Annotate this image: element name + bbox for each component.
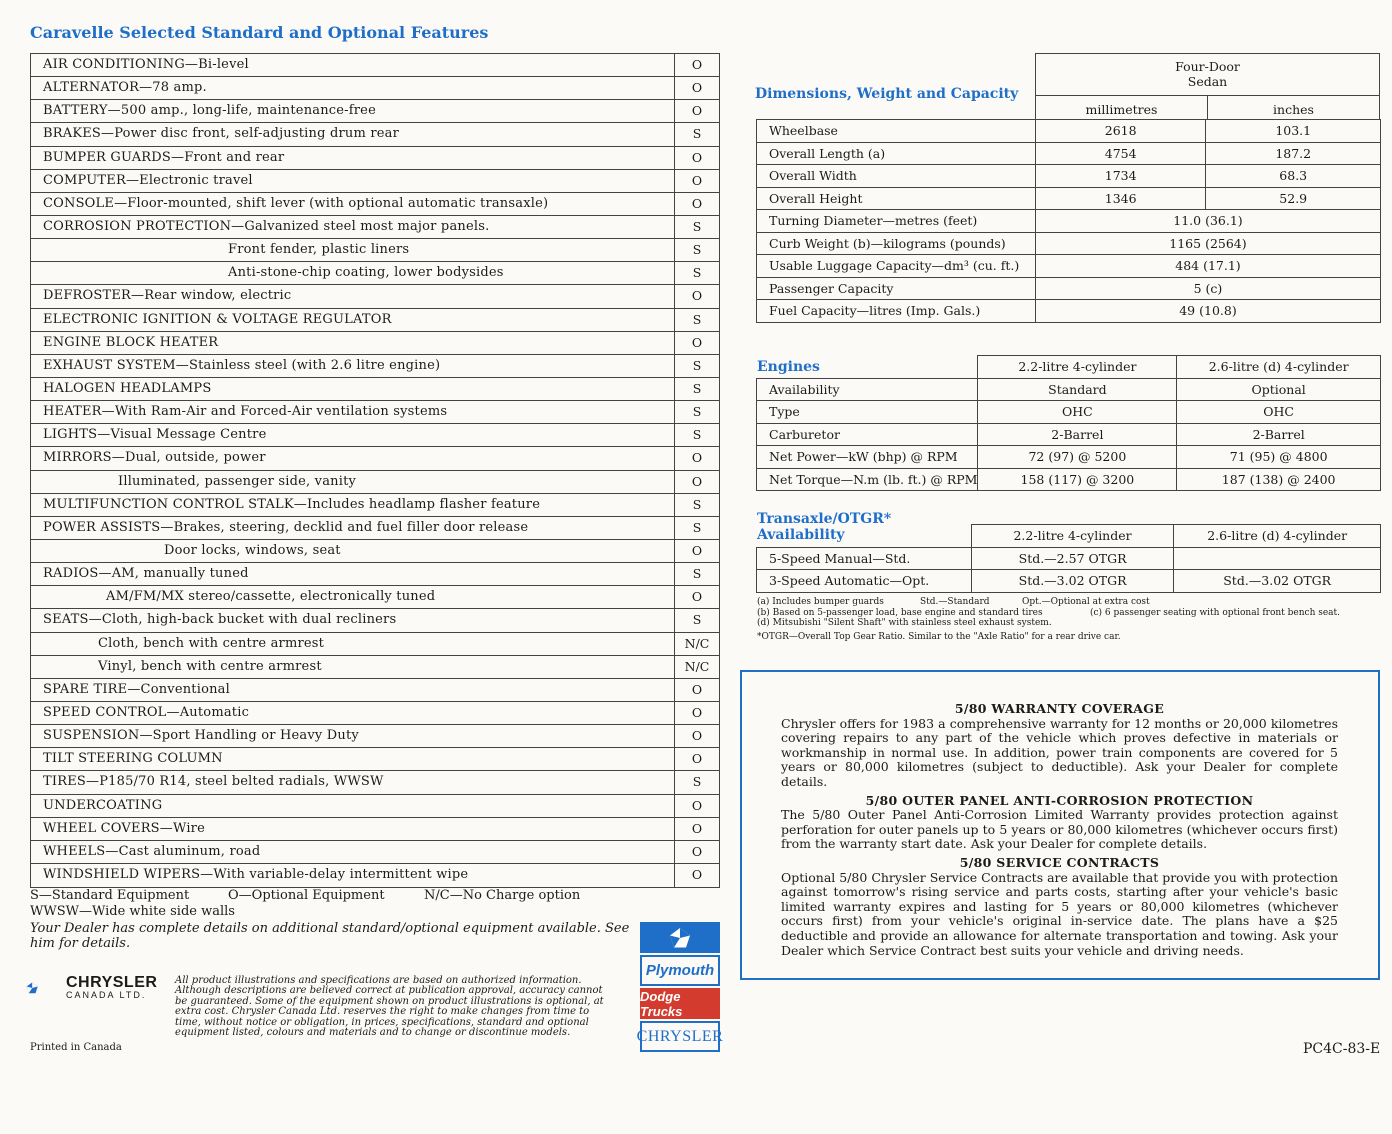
engine-value-22: 72 (97) @ 5200: [978, 446, 1177, 469]
feature-name: SUSPENSION—Sport Handling or Heavy Duty: [43, 728, 359, 744]
feature-row: [31, 679, 719, 702]
feature-name: LIGHTS—Visual Message Centre: [43, 427, 267, 443]
feature-code: O: [674, 864, 719, 887]
feature-name: RADIOS—AM, manually tuned: [43, 566, 249, 582]
engine-value-22: OHC: [978, 401, 1177, 424]
feature-code: O: [674, 447, 719, 469]
engine-row: [757, 468, 1381, 491]
feature-row: [31, 471, 719, 494]
feature-code: O: [674, 170, 719, 192]
feature-name: UNDERCOATING: [43, 797, 163, 813]
feature-row: [31, 355, 719, 378]
dimension-row: [757, 210, 1381, 233]
feature-code: S: [674, 216, 719, 238]
engine-row: [757, 446, 1381, 469]
note-d: (d) Mitsubishi "Silent Shaft" with stainless steel exhaust system.: [757, 618, 1052, 628]
transaxle-label: 3-Speed Automatic—Opt.: [757, 570, 972, 593]
legend-nocharge: N/C—No Charge option: [424, 888, 581, 903]
dimension-value: 5 (c): [1035, 277, 1380, 300]
feature-name: SEATS—Cloth, high-back bucket with dual recliners: [43, 612, 397, 628]
legend-optional: O—Optional Equipment: [228, 888, 385, 903]
feature-row: [31, 748, 719, 771]
model-name: Four-Door Sedan: [1175, 59, 1240, 89]
col-mm: millimetres: [1085, 102, 1158, 117]
warranty-box: [740, 670, 1380, 980]
dimension-label: Curb Weight (b)—kilograms (pounds): [757, 232, 1036, 255]
feature-code: S: [674, 563, 719, 585]
note-b: (b) Based on 5-passenger load, base engine and standard tires: [757, 607, 1043, 618]
feature-code: O: [674, 471, 719, 493]
feature-row: [31, 77, 719, 100]
feature-row: [31, 100, 719, 123]
engine-col1: 2.2-litre 4-cylinder: [978, 356, 1177, 379]
feature-code: S: [674, 309, 719, 331]
transaxle-value-26: Std.—3.02 OTGR: [1174, 570, 1381, 593]
feature-code: O: [674, 193, 719, 215]
feature-code: O: [674, 795, 719, 817]
feature-name: BRAKES—Power disc front, self-adjusting drum rear: [43, 126, 399, 142]
feature-row: [31, 841, 719, 864]
dimension-in: 103.1: [1206, 120, 1381, 143]
feature-name: AM/FM/MX stereo/cassette, electronically tuned: [106, 589, 436, 605]
engine-value-26: OHC: [1177, 401, 1381, 424]
dimension-label: Overall Length (a): [757, 142, 1036, 165]
feature-row: [31, 540, 719, 563]
transaxle-col2: 2.6-litre (d) 4-cylinder: [1174, 525, 1381, 548]
feature-row: [31, 401, 719, 424]
dimension-label: Wheelbase: [757, 120, 1036, 143]
brand-logos: [636, 922, 724, 1054]
feature-row: [31, 193, 719, 216]
feature-name: Door locks, windows, seat: [164, 542, 341, 558]
dimension-label: Overall Width: [757, 165, 1036, 188]
feature-row: [31, 795, 719, 818]
chrysler-logo-name: CHRYSLER: [66, 974, 158, 991]
feature-code: S: [674, 771, 719, 793]
feature-code: S: [674, 262, 719, 284]
dimension-mm: 4754: [1035, 142, 1206, 165]
feature-name: MULTIFUNCTION CONTROL STALK—Includes headlamp flasher feature: [43, 496, 541, 512]
transaxle-value-26: [1174, 547, 1381, 570]
feature-code: S: [674, 424, 719, 446]
feature-name: Vinyl, bench with centre armrest: [98, 658, 322, 674]
warranty-heading-2: 5/80 OUTER PANEL ANTI-CORROSION PROTECTION: [865, 792, 1254, 808]
feature-code: O: [674, 725, 719, 747]
engines-heading: Engines: [757, 359, 820, 375]
feature-name: HALOGEN HEADLAMPS: [43, 380, 212, 396]
note-std: Std.—Standard: [920, 597, 990, 607]
feature-row: [31, 123, 719, 146]
note-c: (c) 6 passenger seating with optional front bench seat.: [1090, 607, 1341, 618]
transaxle-table: [756, 524, 1381, 593]
transaxle-label: 5-Speed Manual—Std.: [757, 547, 972, 570]
model-header: [1036, 54, 1379, 96]
engine-value-22: 158 (117) @ 3200: [978, 468, 1177, 491]
feature-row: [31, 239, 719, 262]
dimension-row: [757, 232, 1381, 255]
transaxle-value-22: Std.—3.02 OTGR: [971, 570, 1174, 593]
warranty-text-3: Optional 5/80 Chrysler Service Contracts are available that provide you with protection against tomorrow's rising service and parts costs, starting after your vehicle's basic limited warranty expires and lasting for 5 years or 80,000 kilometres (whichever occurs first) from your vehicle's original in-service date. The plans have a $25 deductible and provide an allowance for alternate transportation and towing. Ask your Dealer which Service Contract best suits your vehicle and driving needs.: [781, 869, 1339, 958]
transaxle-row: [757, 570, 1381, 593]
engine-label: Carburetor: [757, 423, 978, 446]
dimension-value: 11.0 (36.1): [1035, 210, 1380, 233]
warranty-text-2: The 5/80 Outer Panel Anti-Corrosion Limited Warranty provides protection against perforation for outer panels up to 5 years or 80,000 kilometres (whichever occurs first) from the warranty start date. Ask your Dealer for complete details.: [781, 807, 1338, 852]
col-in: inches: [1207, 96, 1379, 119]
feature-code: O: [674, 100, 719, 122]
feature-code: S: [674, 378, 719, 400]
disclaimer: All product illustrations and specifications are based on authorized information. Although descriptions are believed correct at publication approval, accuracy cannot be guaranteed. Some of the equipment shown on product illustrations is optional, at extra cost. Chrysler Canada Ltd. reserves the right to make changes from time to time, without notice or obligation, in prices, specifications, standard and optional equipment listed, colours and materials and to change or discontinue models.: [175, 975, 604, 1039]
feature-name: WHEELS—Cast aluminum, road: [43, 843, 261, 859]
transaxle-row: [757, 547, 1381, 570]
feature-code: S: [674, 517, 719, 539]
feature-row: [31, 262, 719, 285]
engine-value-26: 187 (138) @ 2400: [1177, 468, 1381, 491]
feature-row: [31, 424, 719, 447]
feature-row: [31, 309, 719, 332]
dimension-row: [757, 300, 1381, 323]
feature-name: SPARE TIRE—Conventional: [43, 681, 230, 697]
feature-name: TILT STEERING COLUMN: [43, 751, 223, 767]
dimension-row: [757, 187, 1381, 210]
feature-name: EXHAUST SYSTEM—Stainless steel (with 2.6 litre engine): [43, 357, 441, 373]
engine-label: Availability: [757, 378, 978, 401]
feature-name: ENGINE BLOCK HEATER: [43, 334, 219, 350]
feature-row: [31, 771, 719, 794]
chrysler-logo-sub: CANADA LTD.: [66, 990, 147, 1000]
chrysler-brand-logo: CHRYSLER: [640, 1021, 720, 1052]
feature-code: S: [674, 494, 719, 516]
feature-row: [31, 864, 719, 887]
engine-row: [757, 378, 1381, 401]
feature-code: S: [674, 123, 719, 145]
engine-label: Net Torque—N.m (lb. ft.) @ RPM: [757, 468, 978, 491]
pentastar-brand: [640, 922, 720, 953]
legend: [30, 888, 580, 920]
feature-row: [31, 54, 719, 77]
transaxle-heading-2: Availability: [757, 527, 845, 543]
printed-in: Printed in Canada: [30, 1042, 122, 1053]
transaxle-value-22: Std.—2.57 OTGR: [971, 547, 1174, 570]
engine-value-26: Optional: [1177, 378, 1381, 401]
feature-name: CORROSION PROTECTION—Galvanized steel most major panels.: [43, 218, 490, 234]
feature-name: ELECTRONIC IGNITION & VOLTAGE REGULATOR: [43, 311, 392, 327]
feature-code: N/C: [674, 656, 719, 678]
engine-col2: 2.6-litre (d) 4-cylinder: [1177, 356, 1381, 379]
transaxle-blank: [757, 525, 972, 548]
feature-name: Front fender, plastic liners: [228, 242, 410, 258]
feature-row: [31, 494, 719, 517]
feature-name: DEFROSTER—Rear window, electric: [43, 288, 292, 304]
feature-code: O: [674, 54, 719, 76]
transaxle-col1: 2.2-litre 4-cylinder: [971, 525, 1174, 548]
feature-name: Illuminated, passenger side, vanity: [118, 473, 357, 489]
feature-code: O: [674, 679, 719, 701]
feature-row: [31, 725, 719, 748]
engine-value-26: 71 (95) @ 4800: [1177, 446, 1381, 469]
feature-name: BUMPER GUARDS—Front and rear: [43, 149, 285, 165]
feature-code: O: [674, 285, 719, 307]
feature-name: WHEEL COVERS—Wire: [43, 820, 205, 836]
dimension-label: Overall Height: [757, 187, 1036, 210]
engine-value-22: 2-Barrel: [978, 423, 1177, 446]
dimension-mm: 2618: [1035, 120, 1206, 143]
feature-row: [31, 633, 719, 656]
engines-table: [756, 355, 1381, 491]
feature-name: MIRRORS—Dual, outside, power: [43, 450, 266, 466]
note-otgr: *OTGR—Overall Top Gear Ratio. Similar to the "Axle Ratio" for a rear drive car.: [757, 631, 1121, 642]
feature-code: S: [674, 609, 719, 631]
note-opt: Opt.—Optional at extra cost: [1022, 597, 1150, 607]
feature-code: O: [674, 540, 719, 562]
pentastar-icon: [669, 927, 691, 949]
page-title: Caravelle Selected Standard and Optional Features: [30, 23, 489, 42]
feature-name: HEATER—With Ram-Air and Forced-Air ventilation systems: [43, 404, 448, 420]
feature-name: WINDSHIELD WIPERS—With variable-delay intermittent wipe: [43, 866, 469, 882]
feature-code: S: [674, 355, 719, 377]
feature-code: O: [674, 748, 719, 770]
feature-row: [31, 586, 719, 609]
plymouth-logo: Plymouth: [640, 955, 720, 986]
transaxle-heading-1: Transaxle/OTGR*: [757, 511, 892, 527]
feature-name: Cloth, bench with centre armrest: [98, 635, 325, 651]
note-a: (a) Includes bumper guards: [757, 597, 884, 607]
feature-code: O: [674, 586, 719, 608]
warranty-heading-1: 5/80 WARRANTY COVERAGE: [954, 701, 1165, 716]
warranty-text-1: Chrysler offers for 1983 a comprehensive warranty for 12 months or 20,000 kilometres covering repairs to any part of the vehicle which proves defective in materials or workmanship in normal use. In addition, power train components are covered for 5 years or 80,000 kilometres (subject to deductible). Ask your Dealer for complete details.: [781, 715, 1338, 789]
dimensions-heading: Dimensions, Weight and Capacity: [755, 86, 1019, 102]
engine-label: Net Power—kW (bhp) @ RPM: [757, 446, 978, 469]
feature-name: CONSOLE—Floor-mounted, shift lever (with optional automatic transaxle): [43, 195, 549, 211]
dimension-row: [757, 120, 1381, 143]
dimension-label: Turning Diameter—metres (feet): [757, 210, 1036, 233]
feature-row: [31, 285, 719, 308]
feature-name: ALTERNATOR—78 amp.: [43, 80, 207, 96]
feature-row: [31, 563, 719, 586]
dimension-value: 484 (17.1): [1035, 255, 1380, 278]
engine-row: [757, 423, 1381, 446]
warranty-heading-3: 5/80 SERVICE CONTRACTS: [959, 854, 1160, 870]
dimension-row: [757, 255, 1381, 278]
dimensions-column-header: [1035, 53, 1380, 120]
feature-row: [31, 656, 719, 679]
feature-row: [31, 702, 719, 725]
dimension-value: 1165 (2564): [1035, 232, 1380, 255]
engines-blank: [757, 356, 978, 379]
feature-row: [31, 609, 719, 632]
dimension-label: Fuel Capacity—litres (Imp. Gals.): [757, 300, 1036, 323]
dealer-note: Your Dealer has complete details on additional standard/optional equipment available. See him for details.: [30, 921, 630, 951]
dimension-in: 52.9: [1206, 187, 1381, 210]
feature-row: [31, 216, 719, 239]
dimension-label: Passenger Capacity: [757, 277, 1036, 300]
engine-value-26: 2-Barrel: [1177, 423, 1381, 446]
dimensions-table: [756, 119, 1381, 323]
dimension-row: [757, 142, 1381, 165]
dimension-value: 49 (10.8): [1035, 300, 1380, 323]
feature-name: BATTERY—500 amp., long-life, maintenance-free: [43, 103, 376, 119]
feature-row: [31, 332, 719, 355]
feature-code: S: [674, 401, 719, 423]
feature-row: [31, 170, 719, 193]
dimension-in: 68.3: [1206, 165, 1381, 188]
legend-wwsw: WWSW—Wide white side walls: [30, 904, 235, 919]
feature-row: [31, 378, 719, 401]
feature-name: Anti-stone-chip coating, lower bodysides: [228, 265, 504, 281]
features-table: [30, 53, 720, 888]
feature-code: O: [674, 147, 719, 169]
feature-name: SPEED CONTROL—Automatic: [43, 704, 250, 720]
legend-standard: S—Standard Equipment: [30, 888, 190, 903]
feature-code: O: [674, 818, 719, 840]
feature-name: AIR CONDITIONING—Bi-level: [43, 57, 249, 72]
form-code: PC4C-83-E: [1303, 1041, 1381, 1057]
feature-row: [31, 447, 719, 470]
feature-row: [31, 517, 719, 540]
feature-code: S: [674, 239, 719, 261]
feature-row: [31, 147, 719, 170]
dimension-row: [757, 165, 1381, 188]
feature-name: COMPUTER—Electronic travel: [43, 172, 253, 188]
dimension-mm: 1346: [1035, 187, 1206, 210]
footnotes: [757, 597, 1387, 642]
feature-code: O: [674, 841, 719, 863]
engine-row: [757, 401, 1381, 424]
feature-code: O: [674, 332, 719, 354]
dimension-row: [757, 277, 1381, 300]
feature-code: N/C: [674, 633, 719, 655]
engine-value-22: Standard: [978, 378, 1177, 401]
feature-code: O: [674, 702, 719, 724]
feature-row: [31, 818, 719, 841]
feature-code: O: [674, 77, 719, 99]
feature-name: POWER ASSISTS—Brakes, steering, decklid and fuel filler door release: [43, 519, 529, 535]
feature-name: TIRES—P185/70 R14, steel belted radials, WWSW: [43, 774, 384, 790]
dimension-label: Usable Luggage Capacity—dm³ (cu. ft.): [757, 255, 1036, 278]
engine-label: Type: [757, 401, 978, 424]
dodge-trucks-logo: Dodge Trucks: [640, 988, 720, 1019]
chrysler-pentastar-icon: [26, 968, 66, 1008]
dimension-in: 187.2: [1206, 142, 1381, 165]
dimension-mm: 1734: [1035, 165, 1206, 188]
